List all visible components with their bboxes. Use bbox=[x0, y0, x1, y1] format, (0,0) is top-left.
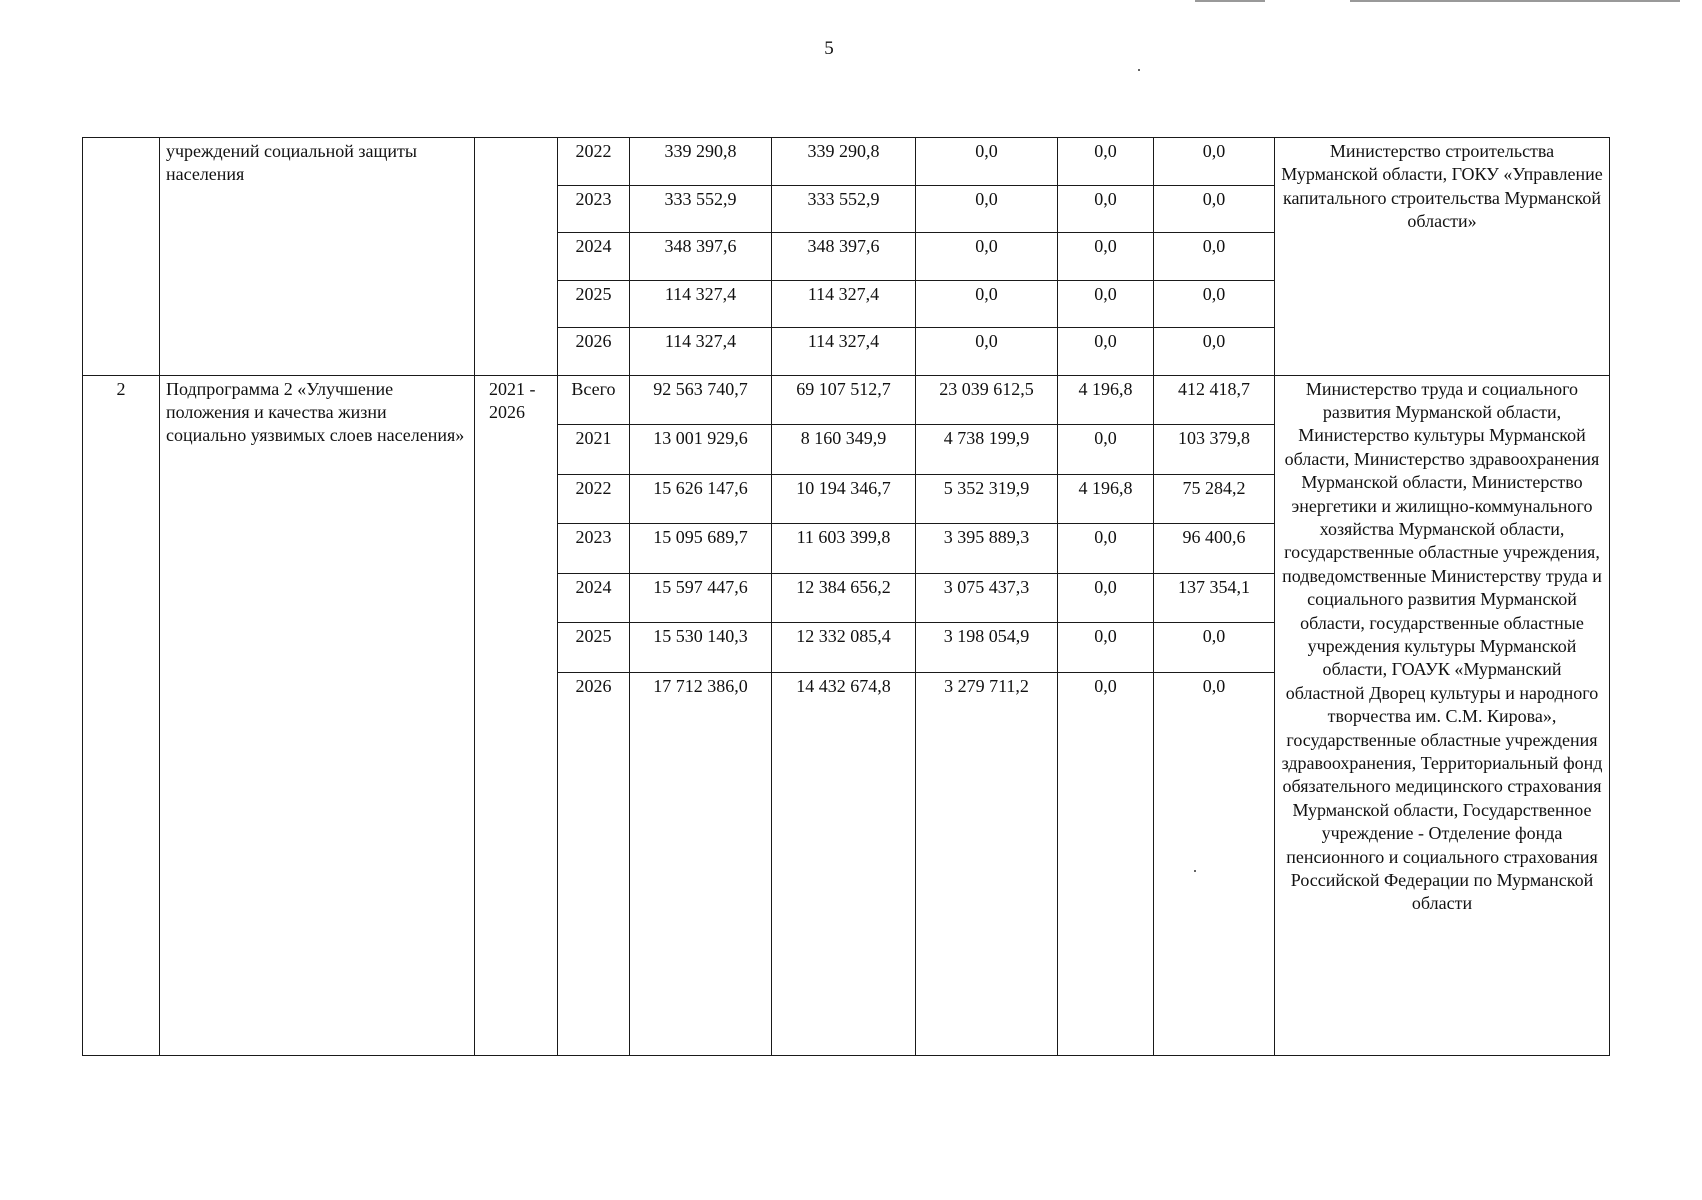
local-cell: 0,0 bbox=[1058, 425, 1154, 475]
year-cell: 2025 bbox=[558, 623, 630, 673]
year-cell: 2023 bbox=[558, 185, 630, 233]
regional-cell: 11 603 399,8 bbox=[772, 524, 916, 574]
executors-cell: Министерство труда и социального развития Мурманской области, Министерство культуры Мурманской области, Министерство здравоохранения Мурманской области, Министерство энергетики и жилищно-коммунального хозяйства Мурманской области, государственные областные учреждения, подведомственные Министерству труда и социального развития Мурманской области, государственные областные учреждения культуры Мурманской области, ГОАУК «Мурманский областной Дворец культуры и народного творчества им. С.М. Кирова», государственные областные учреждения здравоохранения, Территориальный фонд обязательного медицинского страхования Мурманской области, Государственное учреждение - Отделение фонда пенсионного и социального страхования Российской Федерации по Мурманской области bbox=[1275, 375, 1610, 1055]
federal-cell: 3 075 437,3 bbox=[916, 573, 1058, 623]
other-cell: 0,0 bbox=[1154, 185, 1275, 233]
other-cell: 0,0 bbox=[1154, 623, 1275, 673]
local-cell: 0,0 bbox=[1058, 185, 1154, 233]
regional-cell: 333 552,9 bbox=[772, 185, 916, 233]
local-cell: 0,0 bbox=[1058, 233, 1154, 281]
other-cell: 0,0 bbox=[1154, 233, 1275, 281]
federal-cell: 3 395 889,3 bbox=[916, 524, 1058, 574]
year-cell: 2023 bbox=[558, 524, 630, 574]
federal-cell: 0,0 bbox=[916, 185, 1058, 233]
regional-cell: 8 160 349,9 bbox=[772, 425, 916, 475]
total-cell: 333 552,9 bbox=[630, 185, 772, 233]
regional-cell: 339 290,8 bbox=[772, 138, 916, 186]
table-row bbox=[83, 375, 1610, 425]
year-cell: 2026 bbox=[558, 672, 630, 1055]
regional-cell: 10 194 346,7 bbox=[772, 474, 916, 524]
row-number-cell bbox=[83, 138, 160, 376]
other-cell: 137 354,1 bbox=[1154, 573, 1275, 623]
other-cell: 0,0 bbox=[1154, 672, 1275, 1055]
row-number-cell: 2 bbox=[83, 375, 160, 1055]
local-cell: 0,0 bbox=[1058, 623, 1154, 673]
other-cell: 75 284,2 bbox=[1154, 474, 1275, 524]
local-cell: 0,0 bbox=[1058, 138, 1154, 186]
other-cell: 412 418,7 bbox=[1154, 375, 1275, 425]
total-cell: 114 327,4 bbox=[630, 280, 772, 328]
local-cell: 4 196,8 bbox=[1058, 375, 1154, 425]
other-cell: 0,0 bbox=[1154, 328, 1275, 376]
table-row bbox=[83, 138, 1610, 186]
federal-cell: 4 738 199,9 bbox=[916, 425, 1058, 475]
page-number: 5 bbox=[824, 38, 834, 59]
federal-cell: 3 198 054,9 bbox=[916, 623, 1058, 673]
federal-cell: 5 352 319,9 bbox=[916, 474, 1058, 524]
year-cell: 2022 bbox=[558, 474, 630, 524]
other-cell: 0,0 bbox=[1154, 280, 1275, 328]
total-cell: 17 712 386,0 bbox=[630, 672, 772, 1055]
year-cell: 2024 bbox=[558, 233, 630, 281]
regional-cell: 12 384 656,2 bbox=[772, 573, 916, 623]
total-cell: 15 597 447,6 bbox=[630, 573, 772, 623]
other-cell: 103 379,8 bbox=[1154, 425, 1275, 475]
total-cell: 15 095 689,7 bbox=[630, 524, 772, 574]
other-cell: 0,0 bbox=[1154, 138, 1275, 186]
local-cell: 0,0 bbox=[1058, 524, 1154, 574]
regional-cell: 348 397,6 bbox=[772, 233, 916, 281]
scan-edge-mark bbox=[1350, 0, 1680, 2]
regional-cell: 14 432 674,8 bbox=[772, 672, 916, 1055]
regional-cell: 114 327,4 bbox=[772, 328, 916, 376]
period-cell: 2021 - 2026 bbox=[475, 375, 558, 1055]
scan-edge-mark bbox=[1195, 0, 1265, 2]
local-cell: 0,0 bbox=[1058, 672, 1154, 1055]
federal-cell: 0,0 bbox=[916, 280, 1058, 328]
total-cell: 114 327,4 bbox=[630, 328, 772, 376]
regional-cell: 114 327,4 bbox=[772, 280, 916, 328]
total-cell: 15 530 140,3 bbox=[630, 623, 772, 673]
local-cell: 4 196,8 bbox=[1058, 474, 1154, 524]
regional-cell: 12 332 085,4 bbox=[772, 623, 916, 673]
other-cell: 96 400,6 bbox=[1154, 524, 1275, 574]
executors-cell: Министерство строительства Мурманской области, ГОКУ «Управление капитального строительства Мурманской области» bbox=[1275, 138, 1610, 376]
federal-cell: 0,0 bbox=[916, 138, 1058, 186]
regional-cell: 69 107 512,7 bbox=[772, 375, 916, 425]
year-cell: 2025 bbox=[558, 280, 630, 328]
total-cell: 348 397,6 bbox=[630, 233, 772, 281]
period-cell bbox=[475, 138, 558, 376]
year-cell: 2022 bbox=[558, 138, 630, 186]
local-cell: 0,0 bbox=[1058, 280, 1154, 328]
federal-cell: 0,0 bbox=[916, 328, 1058, 376]
federal-cell: 3 279 711,2 bbox=[916, 672, 1058, 1055]
year-cell: 2024 bbox=[558, 573, 630, 623]
year-cell: Всего bbox=[558, 375, 630, 425]
total-cell: 339 290,8 bbox=[630, 138, 772, 186]
budget-table bbox=[82, 137, 1610, 1056]
federal-cell: 0,0 bbox=[916, 233, 1058, 281]
scan-speck bbox=[1138, 69, 1140, 71]
year-cell: 2021 bbox=[558, 425, 630, 475]
local-cell: 0,0 bbox=[1058, 573, 1154, 623]
total-cell: 15 626 147,6 bbox=[630, 474, 772, 524]
total-cell: 13 001 929,6 bbox=[630, 425, 772, 475]
local-cell: 0,0 bbox=[1058, 328, 1154, 376]
program-name-cell: Подпрограмма 2 «Улучшение положения и качества жизни социально уязвимых слоев населения» bbox=[160, 375, 475, 1055]
program-name-cell: учреждений социальной защиты населения bbox=[160, 138, 475, 376]
year-cell: 2026 bbox=[558, 328, 630, 376]
total-cell: 92 563 740,7 bbox=[630, 375, 772, 425]
federal-cell: 23 039 612,5 bbox=[916, 375, 1058, 425]
